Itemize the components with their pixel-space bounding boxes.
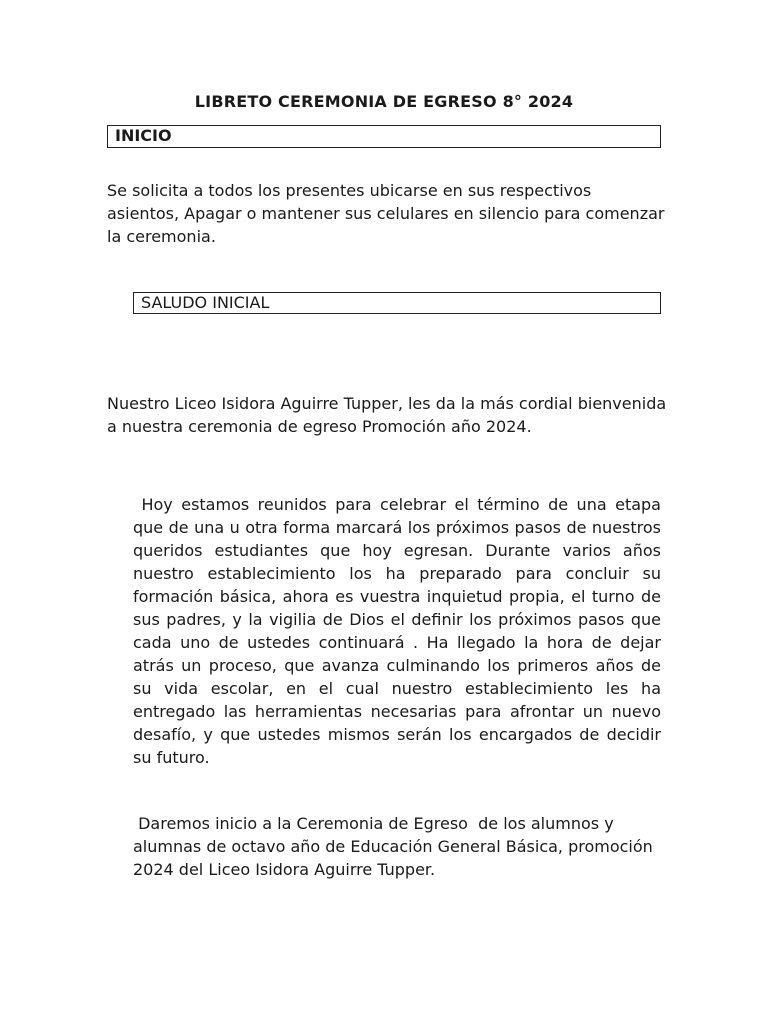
- paragraph-instructions: Se solicita a todos los presentes ubicarse en sus respectivos asientos, Apagar o mantener sus celulares en silencio para comenzar la ceremonia.: [107, 181, 665, 246]
- paragraph-celebration: Hoy estamos reunidos para celebrar el término de una etapa que de una u otra forma marcará los próximos pasos de nuestros queridos estudiantes que hoy egresan. Durante varios años nuestro establecimiento los ha preparado para concluir su formación básica, ahora es vuestra inquietud propia, el turno de sus padres, y la vigilia de Dios el definir los próximos pasos que cada uno de ustedes continuará . Ha llegado la hora de dejar atrás un proceso, que avanza culminando los primeros años de su vida escolar, en el cual nuestro establecimiento les ha entregado las herramientas necesarias para afrontar un nuevo desafío, y que ustedes mismos serán los encargados de decidir su futuro.: [133, 495, 667, 767]
- paragraph-welcome: Nuestro Liceo Isidora Aguirre Tupper, les da la más cordial bienvenida a nuestra ceremonia de egreso Promoción año 2024.: [107, 394, 667, 436]
- section-heading-saludo-inicial: SALUDO INICIAL: [133, 292, 661, 314]
- document-title: LIBRETO CEREMONIA DE EGRESO 8° 2024: [194, 92, 574, 111]
- paragraph-ceremony-start: Daremos inicio a la Ceremonia de Egreso de los alumnos y alumnas de octavo año de Educación General Básica, promoción 2024 del Liceo Isidora Aguirre Tupper.: [133, 814, 658, 879]
- section-heading-inicio: INICIO: [107, 125, 661, 148]
